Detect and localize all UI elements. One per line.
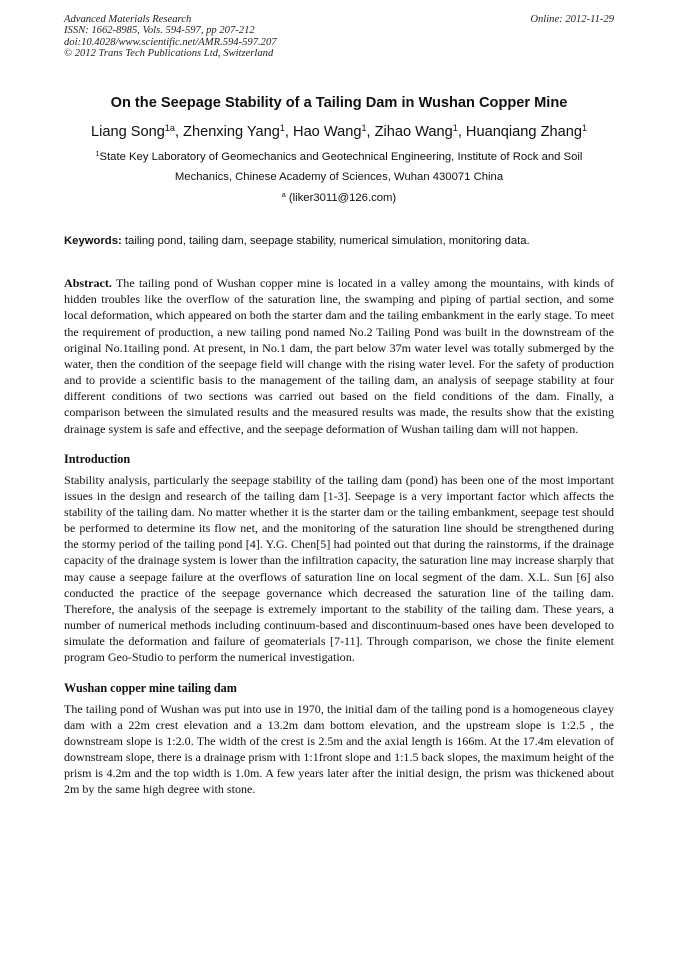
author-affiliation-mark: 1	[452, 122, 458, 133]
online-date: Online: 2012-11-29	[530, 14, 614, 25]
author-name: Hao Wang	[293, 123, 362, 140]
keywords	[64, 234, 614, 248]
introduction-paragraph: Stability analysis, particularly the seepage stability of the tailing dam (pond) has been one of the most important issues in the design and research of the tailing dam [1-3]. Seepage is a very important factor which affects the stability of the tailing dam. No matter whether it is the starter dam or the tailing embankment, seepage test should be performed to determine its flow net, and the monitoring of the saturation line should be strengthened during the stormy period of the tailing pond [4]. Y.G. Chen[5] had pointed out that during the rainstorms, if the drainage capacity of the drainage system is lower than the infiltration capacity, the saturation line may increase sharply that may cause a seepage failure at the overflows of saturation line on local segment of the dam. X.L. Sun [6] also conducted the practice of the seepage governance which decreased the saturation line of the tailing dam. Therefore, the analysis of the seepage is extremely important to the stability of the tailing dam. These years, a number of numerical methods including continuum-based and discontinuum-based ones have been developed to simulate the deformation and failure of geomaterials [7-11]. Through comparison, we chose the finite element program Geo-Studio to perform the numerical investigation.	[64, 472, 614, 665]
author-name: Zihao Wang	[374, 123, 453, 140]
section-heading-wushan: Wushan copper mine tailing dam	[64, 680, 237, 695]
email-mark: a	[281, 191, 286, 199]
doi-line[interactable]: doi:10.4028/www.scientific.net/AMR.594-597.207	[64, 36, 277, 48]
email-address[interactable]: (liker3011@126.com)	[288, 191, 397, 204]
keywords-text: tailing pond, tailing dam, seepage stability, numerical simulation, monitoring data.	[124, 235, 530, 248]
journal-name: Advanced Materials Research	[64, 14, 192, 25]
issn-line: ISSN: 1662-8985, Vols. 594-597, pp 207-212	[64, 25, 255, 37]
author-list: Liang Song$^{1a}$, Zhenxing Yang$^1$, Hao Wang$^1$, Zihao Wang$^1$, Huanqiang Zhang$^1$	[91, 122, 587, 140]
paper-title: On the Seepage Stability of a Tailing Dam in Wushan Copper Mine	[110, 94, 568, 111]
affiliation-block	[64, 147, 614, 209]
wushan-paragraph: The tailing pond of Wushan was put into use in 1970, the initial dam of the tailing pond is a homogeneous clayey dam with a 22m crest elevation and a 13.2m dam bottom elevation, and the upstream slope is 1:2.5 , the downstream slope is 1:2.0. The width of the crest is 2.5m and the axial length is 166m. At the 17.4m elevation of downstream slope, there is a drainage prism with 1:1front slope and 1:1.5 back slopes, the maximum height of the prism is 4.2m and the top width is 1.0m. A few years later after the initial design, the prism was thickened about 2m by the same high degree with stone.	[64, 701, 614, 797]
author-affiliation-mark: 1	[361, 122, 367, 133]
abstract-text: The tailing pond of Wushan copper mine is located in a valley among the mountains, with kinds of hidden troubles like the overflow of the saturation line, the swamping and piping of partial section, and some local deformation, which appeared on both the starter dam and the tailing embankment in the early stage. To meet the requirement of production, a new tailing pond named No.2 Tailing Pond was built in the downstream of the original No.1tailing pond. At present, in No.1 dam, the part below 37m water level was totally submerged by the water, then the condition of the seepage field will change with the rising water level. For the safety of production and to provide a scientific basis to the management of the tailing dam, an analysis of seepage stability at four different conditions of two sections was carried out based on the field conditions of the dam. Finally, a comparison between the simulated results and the measured results was made, the results show that the existing drainage system is safe and effective, and the seepage deformation of Wushan tailing dam will not happen.	[64, 276, 614, 436]
author-name: Huanqiang Zhang	[465, 123, 582, 140]
affiliation-line-1: $^1$State Key Laboratory of Geomechanics and Geotechnical Engineering, Institute of Rock and Soil	[95, 150, 583, 163]
copyright-line: © 2012 Trans Tech Publications Ltd, Switzerland	[64, 48, 274, 60]
author-name: Liang Song	[91, 123, 165, 140]
keywords-label: Keywords:	[64, 235, 122, 248]
abstract	[64, 275, 614, 437]
author-affiliation-mark: 1	[279, 122, 285, 133]
abstract-label: Abstract.	[64, 276, 112, 291]
journal-header	[64, 14, 614, 60]
paper-page	[64, 14, 614, 798]
affiliation-line-2: Mechanics, Chinese Academy of Sciences, Wuhan 430071 China	[174, 171, 504, 184]
author-affiliation-mark: 1a	[164, 122, 175, 133]
author-email	[64, 188, 614, 209]
author-name: Zhenxing Yang	[183, 123, 280, 140]
section-heading-introduction: Introduction	[64, 451, 131, 466]
author-affiliation-mark: 1	[581, 122, 587, 133]
affiliation-mark: 1	[95, 150, 100, 158]
